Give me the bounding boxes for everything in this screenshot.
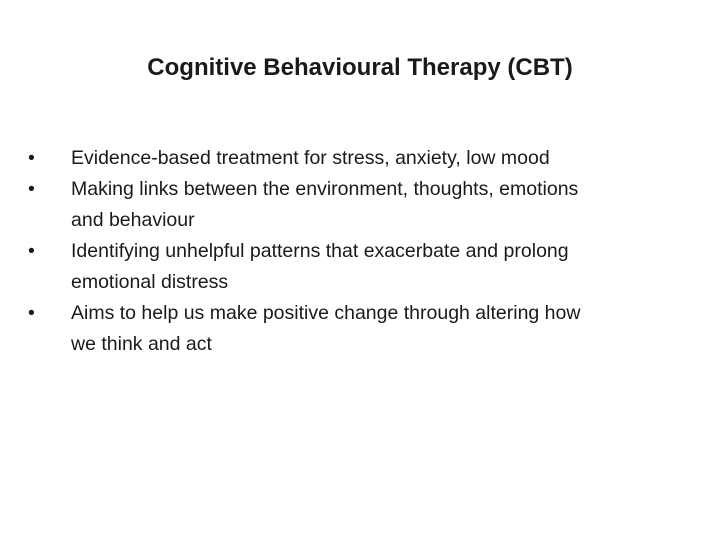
bullet-line: Making links between the environment, thoughts, emotions [71,178,579,200]
bullet-line: emotional distress [71,271,229,293]
bullet-item [28,298,668,360]
slide-title: Cognitive Behavioural Therapy (CBT) [147,54,573,81]
bullet-icon: • [28,147,35,169]
bullet-line: Aims to help us make positive change through altering how [71,302,581,324]
bullet-line: and behaviour [71,209,195,231]
bullet-item [28,236,668,298]
bullet-icon: • [28,240,35,262]
bullet-line: Identifying unhelpful patterns that exacerbate and prolong [71,240,569,262]
bullet-icon: • [28,302,35,324]
bullet-text [71,174,668,236]
bullet-item [28,143,668,174]
bullet-list [28,143,668,360]
bullet-item [28,174,668,236]
bullet-icon: • [28,178,35,200]
bullet-text [71,236,668,298]
bullet-line: we think and act [71,333,212,355]
bullet-line: Evidence-based treatment for stress, anxiety, low mood [71,147,550,169]
bullet-text [71,298,668,360]
bullet-text [71,143,668,174]
